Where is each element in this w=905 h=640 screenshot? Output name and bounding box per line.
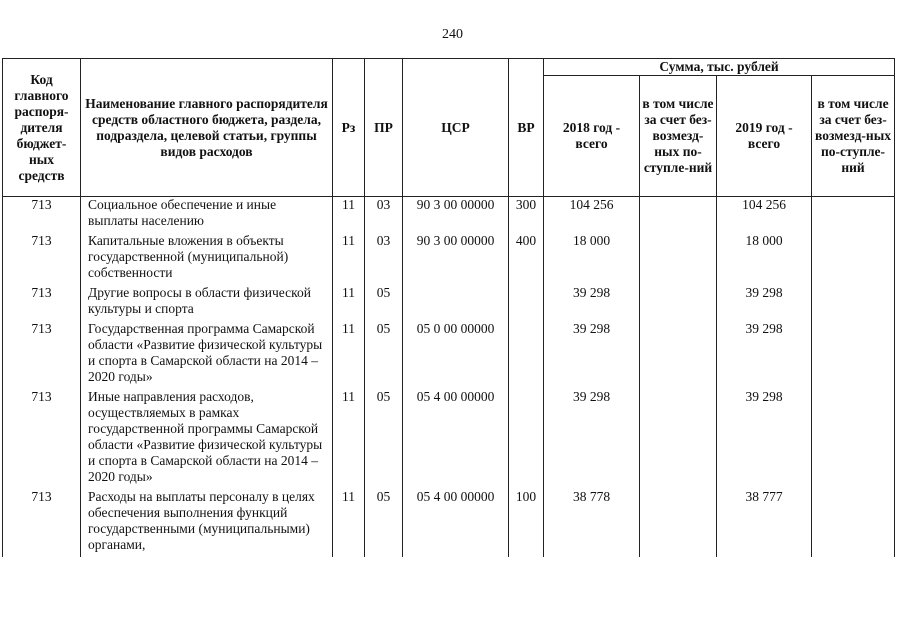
header-2019-incl: в том числе за счет без-возмезд-ных по-ступле-ний — [812, 76, 895, 197]
budget-table — [2, 58, 895, 557]
cell-2018-total: 18 000 — [544, 233, 640, 285]
cell-pr: 05 — [365, 489, 403, 557]
cell-2019-total: 39 298 — [717, 321, 812, 389]
header-2018-incl: в том числе за счет без-возмезд-ных по-ступле-ний — [640, 76, 717, 197]
cell-name: Иные направления расходов, осуществляемых в рамках государственной программы Самарской области «Развитие физической культуры и спорта в Самарской области на 2014 – 2020 годы» — [81, 389, 333, 489]
cell-2019-total: 18 000 — [717, 233, 812, 285]
header-csr: ЦСР — [403, 59, 509, 197]
cell-2018-total: 39 298 — [544, 321, 640, 389]
cell-2018-total: 39 298 — [544, 285, 640, 321]
table-row — [3, 285, 895, 321]
cell-2019-incl — [812, 321, 895, 389]
cell-2019-incl — [812, 389, 895, 489]
cell-csr — [403, 285, 509, 321]
header-code: Код главного распоря-дителя бюджет-ных средств — [3, 59, 81, 197]
cell-2019-incl — [812, 285, 895, 321]
cell-name: Государственная программа Самарской области «Развитие физической культуры и спорта в Самарской области на 2014 – 2020 годы» — [81, 321, 333, 389]
cell-rz: 11 — [333, 489, 365, 557]
table-row — [3, 489, 895, 557]
table-row — [3, 233, 895, 285]
cell-2018-incl — [640, 321, 717, 389]
cell-2019-incl — [812, 197, 895, 234]
cell-rz: 11 — [333, 233, 365, 285]
cell-vr: 300 — [509, 197, 544, 234]
cell-code: 713 — [3, 489, 81, 557]
cell-code: 713 — [3, 389, 81, 489]
cell-csr: 05 0 00 00000 — [403, 321, 509, 389]
cell-name: Расходы на выплаты персоналу в целях обеспечения выполнения функций государственными (муниципальными) органами, — [81, 489, 333, 557]
cell-vr — [509, 389, 544, 489]
table-header — [3, 59, 895, 197]
cell-name: Капитальные вложения в объекты государственной (муниципальной) собственности — [81, 233, 333, 285]
page-number: 240 — [442, 27, 463, 42]
cell-code: 713 — [3, 285, 81, 321]
cell-2018-incl — [640, 197, 717, 234]
cell-rz: 11 — [333, 197, 365, 234]
cell-2018-total: 38 778 — [544, 489, 640, 557]
table-body — [3, 197, 895, 558]
cell-rz: 11 — [333, 285, 365, 321]
cell-csr: 05 4 00 00000 — [403, 489, 509, 557]
cell-csr: 90 3 00 00000 — [403, 197, 509, 234]
table-row — [3, 321, 895, 389]
cell-2019-total: 39 298 — [717, 285, 812, 321]
cell-pr: 05 — [365, 389, 403, 489]
header-pr: ПР — [365, 59, 403, 197]
cell-2018-total: 39 298 — [544, 389, 640, 489]
cell-2019-incl — [812, 489, 895, 557]
cell-pr: 05 — [365, 285, 403, 321]
cell-pr: 05 — [365, 321, 403, 389]
cell-vr — [509, 321, 544, 389]
header-vr: ВР — [509, 59, 544, 197]
cell-2018-incl — [640, 489, 717, 557]
table-row — [3, 197, 895, 234]
cell-vr — [509, 285, 544, 321]
cell-rz: 11 — [333, 321, 365, 389]
header-name: Наименование главного распорядителя средств областного бюджета, раздела, подраздела, целевой статьи, группы видов расходов — [81, 59, 333, 197]
cell-name: Социальное обеспечение и иные выплаты населению — [81, 197, 333, 234]
cell-2019-total: 38 777 — [717, 489, 812, 557]
cell-pr: 03 — [365, 197, 403, 234]
cell-pr: 03 — [365, 233, 403, 285]
table-row — [3, 389, 895, 489]
header-2018-total: 2018 год - всего — [544, 76, 640, 197]
cell-vr: 100 — [509, 489, 544, 557]
cell-rz: 11 — [333, 389, 365, 489]
header-sum-group: Сумма, тыс. рублей — [544, 59, 895, 76]
cell-name: Другие вопросы в области физической культуры и спорта — [81, 285, 333, 321]
header-2019-total: 2019 год - всего — [717, 76, 812, 197]
cell-2019-total: 39 298 — [717, 389, 812, 489]
cell-2018-total: 104 256 — [544, 197, 640, 234]
cell-2019-incl — [812, 233, 895, 285]
cell-2018-incl — [640, 389, 717, 489]
cell-vr: 400 — [509, 233, 544, 285]
cell-code: 713 — [3, 321, 81, 389]
cell-csr: 90 3 00 00000 — [403, 233, 509, 285]
cell-code: 713 — [3, 233, 81, 285]
cell-2019-total: 104 256 — [717, 197, 812, 234]
cell-code: 713 — [3, 197, 81, 234]
cell-csr: 05 4 00 00000 — [403, 389, 509, 489]
cell-2018-incl — [640, 233, 717, 285]
header-rz: Рз — [333, 59, 365, 197]
cell-2018-incl — [640, 285, 717, 321]
